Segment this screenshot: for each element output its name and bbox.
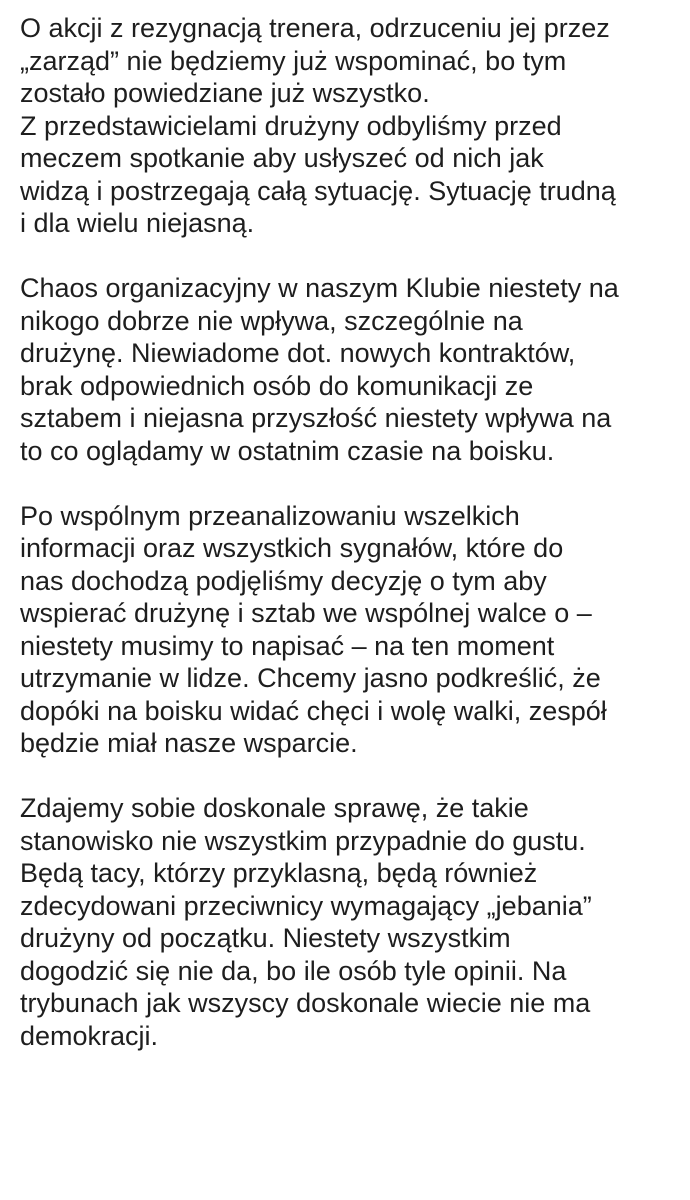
text-line: Chaos organizacyjny w naszym Klubie niestety na	[20, 273, 619, 303]
text-line: będzie miał nasze wsparcie.	[20, 728, 358, 758]
text-line: nas dochodzą podjęliśmy decyzję o tym aby	[20, 565, 547, 596]
paragraph-2	[20, 272, 680, 467]
text-line: O akcji z rezygnacją trenera, odrzuceniu jej przez	[20, 13, 610, 43]
text-line: niestety musimy to napisać – na ten moment	[20, 630, 555, 661]
paragraph-gap	[20, 760, 680, 793]
text-line: „zarząd” nie będziemy już wspominać, bo tym	[20, 45, 567, 76]
text-line: meczem spotkanie aby usłyszeć od nich jak	[20, 143, 544, 173]
text-line: widzą i postrzegają całą sytuację. Sytuację trudną	[20, 175, 616, 206]
text-line: to co oglądamy w ostatnim czasie na boisku.	[20, 435, 555, 466]
document-body	[20, 12, 680, 1052]
paragraph-4	[20, 792, 680, 1052]
text-line: trybunach jak wszyscy doskonale wiecie nie ma	[20, 988, 591, 1018]
paragraph-gap	[20, 240, 680, 273]
text-line: dopóki na boisku widać chęci i wolę walki, zespół	[20, 695, 607, 726]
text-line: zostało powiedziane już wszystko.	[20, 78, 430, 108]
text-line: sztabem i niejasna przyszłość niestety wpływa na	[20, 403, 612, 433]
text-line: utrzymanie w lidze. Chcemy jasno podkreślić, że	[20, 663, 601, 693]
paragraph-3	[20, 500, 680, 760]
text-line: drużynę. Niewiadome dot. nowych kontraktów,	[20, 338, 576, 368]
text-line: wspierać drużynę i sztab we wspólnej walce o –	[20, 598, 592, 628]
text-line: Zdajemy sobie doskonale sprawę, że takie	[20, 793, 529, 823]
text-line: Będą tacy, którzy przyklasną, będą również	[20, 858, 538, 888]
text-line: Z przedstawicielami drużyny odbyliśmy przed	[20, 110, 562, 141]
paragraph-gap	[20, 467, 680, 500]
text-line: stanowisko nie wszystkim przypadnie do gustu.	[20, 825, 586, 856]
text-line: drużyny od początku. Niestety wszystkim	[20, 923, 511, 953]
text-line: brak odpowiednich osób do komunikacji ze	[20, 370, 534, 401]
text-line: zdecydowani przeciwnicy wymagający „jebania”	[20, 890, 592, 921]
text-line: demokracji.	[20, 1020, 159, 1051]
paragraph-1	[20, 12, 680, 240]
text-line: i dla wielu niejasną.	[20, 208, 255, 238]
text-line: informacji oraz wszystkich sygnałów, które do	[20, 533, 564, 563]
text-line: dogodzić się nie da, bo ile osób tyle opinii. Na	[20, 955, 567, 986]
text-line: nikogo dobrze nie wpływa, szczególnie na	[20, 305, 523, 336]
text-line: Po wspólnym przeanalizowaniu wszelkich	[20, 500, 520, 531]
